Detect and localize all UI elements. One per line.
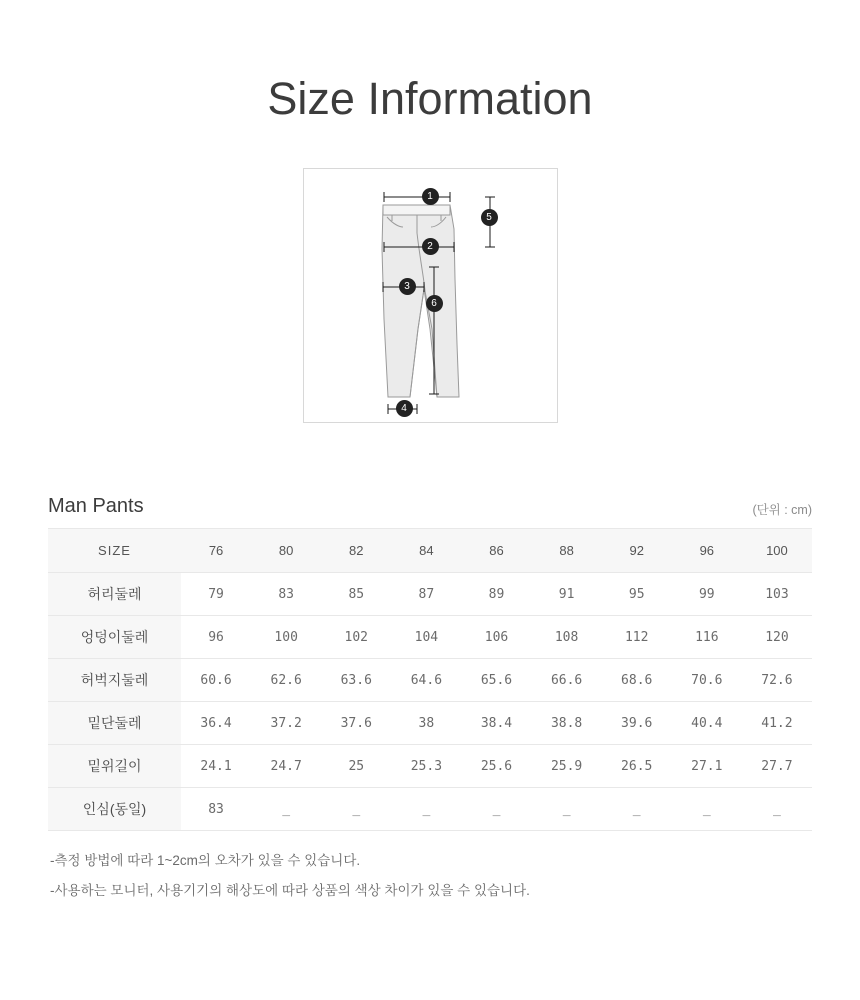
cell-hip-82: 102 (321, 616, 391, 659)
column-header-size-92: 92 (602, 529, 672, 573)
table-row (48, 702, 812, 745)
cell-hem-88: 38.8 (532, 702, 602, 745)
cell-rise-80: 24.7 (251, 745, 321, 788)
cell-hip-84: 104 (391, 616, 461, 659)
unit-note: (단위 : cm) (752, 503, 812, 517)
size-table (48, 528, 812, 831)
measure-marker-4: 4 (396, 400, 413, 417)
cell-thigh-84: 64.6 (391, 659, 461, 702)
measure-marker-2: 2 (422, 238, 439, 255)
cell-hip-80: 100 (251, 616, 321, 659)
cell-hem-82: 37.6 (321, 702, 391, 745)
cell-thigh-92: 68.6 (602, 659, 672, 702)
measure-marker-6: 6 (426, 295, 443, 312)
row-label-hip: 엉덩이둘레 (48, 616, 181, 659)
diagram-container (0, 168, 860, 423)
row-label-hem: 밑단둘레 (48, 702, 181, 745)
size-table-section (0, 495, 860, 831)
cell-waist-92: 95 (602, 573, 672, 616)
measure-marker-5: 5 (481, 209, 498, 226)
cell-inseam-80: _ (251, 788, 321, 831)
table-row (48, 659, 812, 702)
cell-thigh-100: 72.6 (742, 659, 812, 702)
table-row (48, 788, 812, 831)
cell-rise-86: 25.6 (461, 745, 531, 788)
size-table-head (48, 529, 812, 573)
cell-waist-80: 83 (251, 573, 321, 616)
footnote-measurement-tolerance: -측정 방법에 따라 1~2cm의 오차가 있을 수 있습니다. (50, 853, 361, 868)
cell-hip-88: 108 (532, 616, 602, 659)
table-header-row (48, 495, 812, 528)
cell-hem-96: 40.4 (672, 702, 742, 745)
cell-hip-100: 120 (742, 616, 812, 659)
cell-waist-76: 79 (181, 573, 251, 616)
cell-rise-96: 27.1 (672, 745, 742, 788)
cell-waist-86: 89 (461, 573, 531, 616)
footnote-color-difference: -사용하는 모니터, 사용기기의 해상도에 따라 상품의 색상 차이가 있을 수 있습니다. (50, 883, 530, 898)
cell-hem-100: 41.2 (742, 702, 812, 745)
cell-inseam-84: _ (391, 788, 461, 831)
cell-hem-86: 38.4 (461, 702, 531, 745)
row-label-waist: 허리둘레 (48, 573, 181, 616)
table-row (48, 616, 812, 659)
column-header-size: SIZE (48, 529, 181, 573)
cell-rise-100: 27.7 (742, 745, 812, 788)
column-header-size-96: 96 (672, 529, 742, 573)
pants-measurement-diagram (303, 168, 558, 423)
cell-waist-84: 87 (391, 573, 461, 616)
cell-hem-80: 37.2 (251, 702, 321, 745)
column-header-size-88: 88 (532, 529, 602, 573)
cell-thigh-96: 70.6 (672, 659, 742, 702)
row-label-inseam: 인심(동일) (48, 788, 181, 831)
cell-inseam-82: _ (321, 788, 391, 831)
cell-hem-92: 39.6 (602, 702, 672, 745)
cell-thigh-76: 60.6 (181, 659, 251, 702)
table-row (48, 529, 812, 573)
cell-inseam-76: 83 (181, 788, 251, 831)
cell-hip-86: 106 (461, 616, 531, 659)
cell-rise-88: 25.9 (532, 745, 602, 788)
measure-marker-3: 3 (399, 278, 416, 295)
measure-marker-1: 1 (422, 188, 439, 205)
column-header-size-84: 84 (391, 529, 461, 573)
table-row (48, 745, 812, 788)
cell-waist-96: 99 (672, 573, 742, 616)
cell-waist-100: 103 (742, 573, 812, 616)
cell-inseam-86: _ (461, 788, 531, 831)
row-label-thigh: 허벅지둘레 (48, 659, 181, 702)
cell-thigh-80: 62.6 (251, 659, 321, 702)
cell-inseam-100: _ (742, 788, 812, 831)
table-caption: Man Pants (48, 495, 144, 517)
page-title: Size Information (267, 73, 593, 124)
cell-hip-96: 116 (672, 616, 742, 659)
footnotes (0, 831, 860, 899)
cell-rise-84: 25.3 (391, 745, 461, 788)
cell-hem-84: 38 (391, 702, 461, 745)
cell-rise-76: 24.1 (181, 745, 251, 788)
column-header-size-100: 100 (742, 529, 812, 573)
cell-thigh-88: 66.6 (532, 659, 602, 702)
cell-thigh-82: 63.6 (321, 659, 391, 702)
cell-thigh-86: 65.6 (461, 659, 531, 702)
cell-hem-76: 36.4 (181, 702, 251, 745)
cell-hip-92: 112 (602, 616, 672, 659)
column-header-size-80: 80 (251, 529, 321, 573)
column-header-size-76: 76 (181, 529, 251, 573)
table-row (48, 573, 812, 616)
size-table-body (48, 573, 812, 831)
column-header-size-82: 82 (321, 529, 391, 573)
cell-rise-92: 26.5 (602, 745, 672, 788)
cell-inseam-92: _ (602, 788, 672, 831)
cell-waist-88: 91 (532, 573, 602, 616)
row-label-rise: 밑위길이 (48, 745, 181, 788)
cell-rise-82: 25 (321, 745, 391, 788)
cell-inseam-88: _ (532, 788, 602, 831)
column-header-size-86: 86 (461, 529, 531, 573)
cell-inseam-96: _ (672, 788, 742, 831)
cell-waist-82: 85 (321, 573, 391, 616)
cell-hip-76: 96 (181, 616, 251, 659)
